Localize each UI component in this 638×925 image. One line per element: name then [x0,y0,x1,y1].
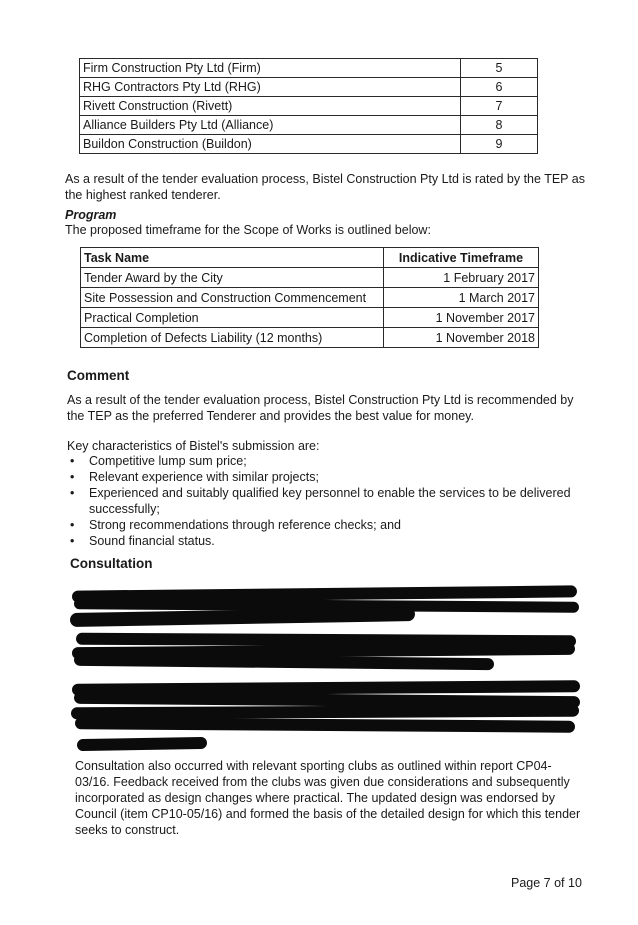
task-date: 1 November 2018 [384,328,539,348]
task-date: 1 February 2017 [384,268,539,288]
tenderer-rank: 6 [461,78,538,97]
column-header-task: Task Name [81,248,384,268]
tenderer-rank: 7 [461,97,538,116]
comment-paragraph: As a result of the tender evaluation process, Bistel Construction Pty Ltd is recommended by the TEP as the preferred Tenderer and provides the best value for money. [67,393,574,423]
evaluation-paragraph: As a result of the tender evaluation process, Bistel Construction Pty Ltd is rated by the TEP as the highest ranked tenderer. [65,172,585,202]
table-header-row [81,248,539,268]
table-row [80,97,538,116]
list-item: • Strong recommendations through reference checks; and [67,517,582,533]
table-row [80,135,538,154]
task-date: 1 November 2017 [384,308,539,328]
list-item: • Sound financial status. [67,533,582,549]
tenderer-name: Alliance Builders Pty Ltd (Alliance) [80,116,461,135]
consultation-heading: Consultation [70,556,153,571]
tenderer-name: Buildon Construction (Buildon) [80,135,461,154]
task-name: Tender Award by the City [81,268,384,288]
table-row [81,268,539,288]
key-characteristics-intro: Key characteristics of Bistel's submission are: [67,439,320,453]
tenderer-rank: 8 [461,116,538,135]
table-row [81,288,539,308]
list-item: • Experienced and suitably qualified key personnel to enable the services to be delivered successfully; [67,485,582,517]
table-row [80,59,538,78]
key-characteristics-list [67,453,582,549]
table-row [80,116,538,135]
program-table [80,247,539,348]
ranking-table [79,58,538,154]
list-item: • Competitive lump sum price; [67,453,582,469]
table-row [80,78,538,97]
program-heading: Program [65,208,117,222]
tenderer-rank: 5 [461,59,538,78]
task-name: Completion of Defects Liability (12 months) [81,328,384,348]
task-name: Practical Completion [81,308,384,328]
consultation-paragraph: Consultation also occurred with relevant sporting clubs as outlined within report CP04-03/16. Feedback received from the clubs was given due considerations and subsequently incorporated as design changes where practical. The updated design was endorsed by Council (item CP10-05/16) and formed the basis of the detailed design for which this tender seeks to construct. [75,759,581,837]
program-intro: The proposed timeframe for the Scope of Works is outlined below: [65,223,431,237]
task-date: 1 March 2017 [384,288,539,308]
page-number: Page 7 of 10 [511,876,582,890]
table-row [81,308,539,328]
tenderer-name: RHG Contractors Pty Ltd (RHG) [80,78,461,97]
task-name: Site Possession and Construction Commencement [81,288,384,308]
table-row [81,328,539,348]
comment-heading: Comment [67,368,130,383]
tenderer-rank: 9 [461,135,538,154]
column-header-timeframe: Indicative Timeframe [384,248,539,268]
list-item: • Relevant experience with similar projects; [67,469,582,485]
tenderer-name: Firm Construction Pty Ltd (Firm) [80,59,461,78]
tenderer-name: Rivett Construction (Rivett) [80,97,461,116]
